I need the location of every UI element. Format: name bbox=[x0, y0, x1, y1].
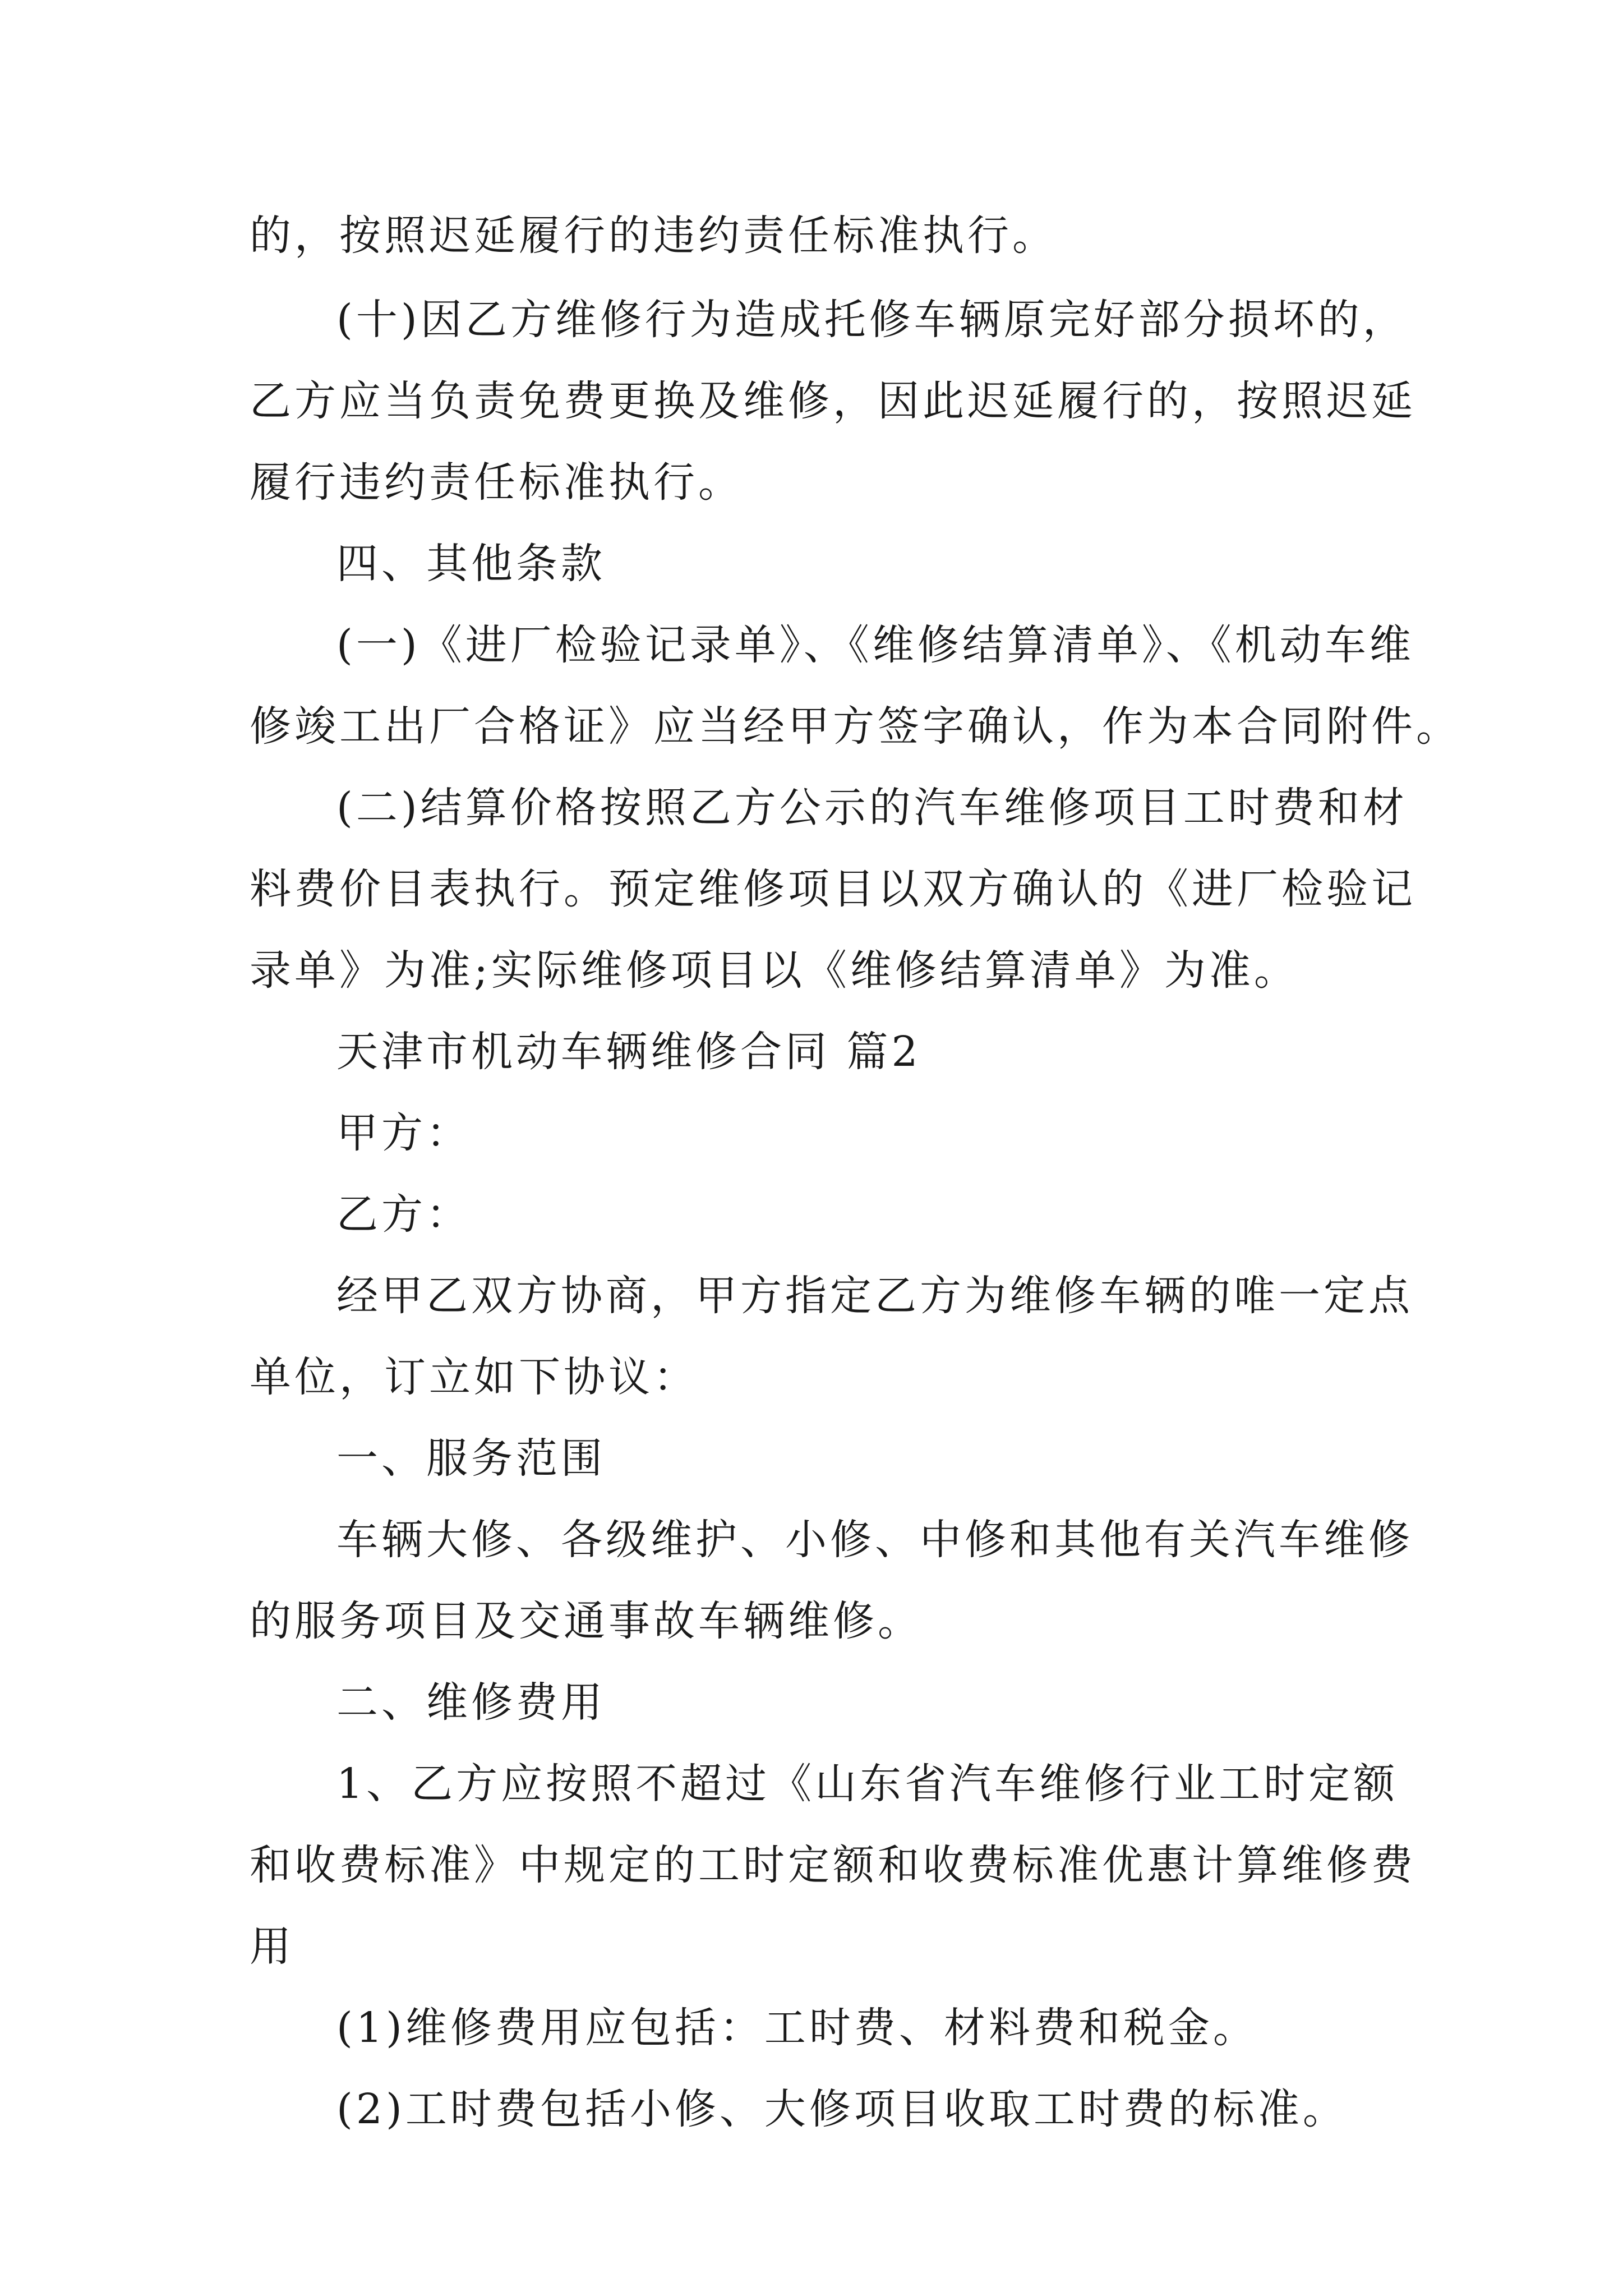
text-line: (二)结算价格按照乙方公示的汽车维修项目工时费和材 bbox=[336, 784, 1408, 832]
text-line: 的，按照迟延履行的违约责任标准执行。 bbox=[250, 211, 1057, 260]
text-line: 的服务项目及交通事故车辆维修。 bbox=[250, 1597, 923, 1645]
party-a-label: 甲方： bbox=[336, 1109, 471, 1157]
text-line: 乙方应当负责免费更换及维修，因此迟延履行的，按照迟延 bbox=[250, 377, 1416, 425]
section-heading: 二、维修费用 bbox=[336, 1678, 606, 1727]
party-b-label: 乙方： bbox=[336, 1190, 471, 1239]
text-line: 1、乙方应按照不超过《山东省汽车维修行业工时定额 bbox=[336, 1760, 1399, 1808]
document-title: 天津市机动车辆维修合同 篇2 bbox=[336, 1028, 921, 1076]
text-line: 履行违约责任标准执行。 bbox=[250, 458, 743, 507]
text-line: (1)维修费用应包括：工时费、材料费和税金。 bbox=[336, 2004, 1258, 2052]
text-line: 车辆大修、各级维护、小修、中修和其他有关汽车维修 bbox=[336, 1516, 1413, 1564]
text-line: 经甲乙双方协商，甲方指定乙方为维修车辆的唯一定点 bbox=[336, 1272, 1413, 1320]
text-line: 料费价目表执行。预定维修项目以双方确认的《进厂检验记 bbox=[250, 865, 1416, 913]
section-heading: 一、服务范围 bbox=[336, 1434, 606, 1483]
text-line: 用 bbox=[250, 1922, 294, 1971]
section-heading: 四、其他条款 bbox=[336, 540, 606, 588]
text-line: 修竣工出厂合格证》应当经甲方签字确认，作为本合同附件。 bbox=[250, 702, 1461, 751]
text-line: (十)因乙方维修行为造成托修车辆原完好部分损坏的， bbox=[336, 296, 1408, 344]
text-line: (2)工时费包括小修、大修项目收取工时费的标准。 bbox=[336, 2085, 1348, 2133]
text-line: 和收费标准》中规定的工时定额和收费标准优惠计算维修费 bbox=[250, 1841, 1416, 1889]
text-line: 单位，订立如下协议： bbox=[250, 1353, 698, 1401]
text-line: (一)《进厂检验记录单》、《维修结算清单》、《机动车维 bbox=[336, 621, 1414, 669]
text-line: 录单》为准;实际维修项目以《维修结算清单》为准。 bbox=[250, 946, 1299, 995]
